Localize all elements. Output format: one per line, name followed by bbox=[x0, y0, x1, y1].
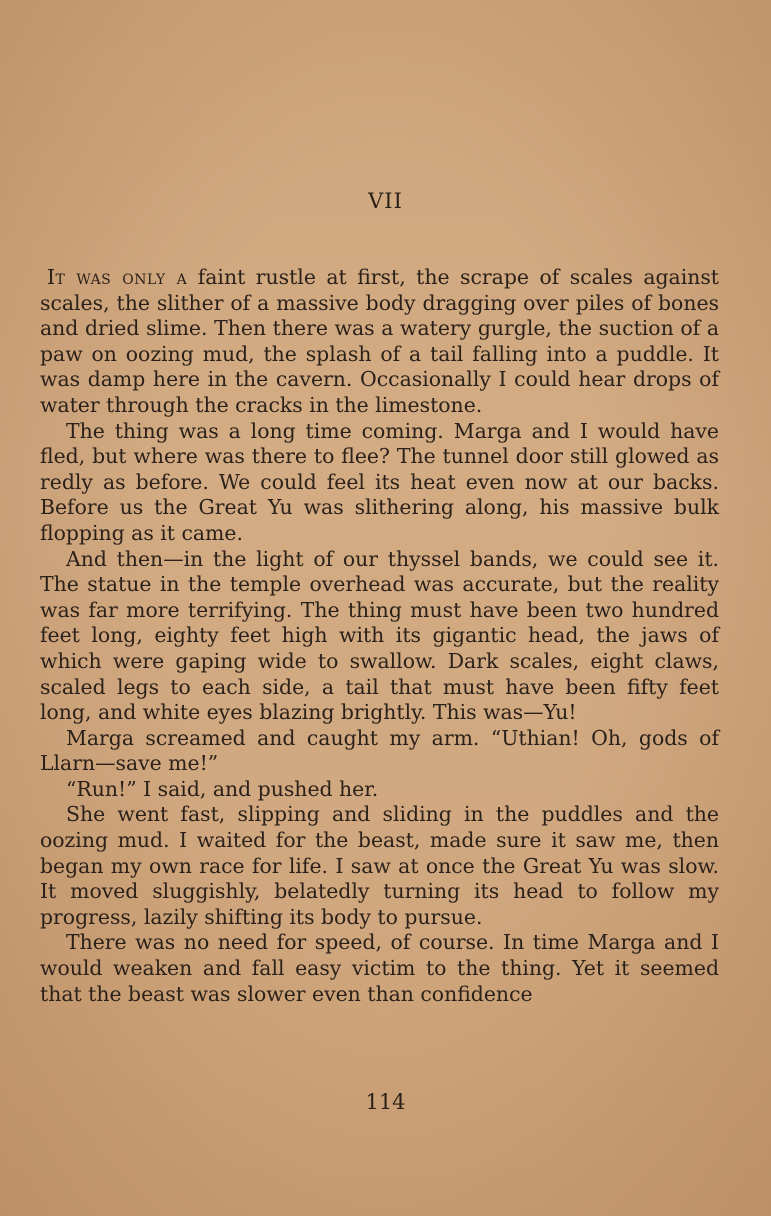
paragraph-3: And then—in the light of our thyssel bands, we could see it. The statue in the temple overhead was accurate, but the reality was far more terrifying. The thing must have been two hundred feet long, eighty feet high with its gigantic head, the jaws of which were gaping wide to swallow. Dark scales, eight claws, scaled legs to each side, a tail that must have been fifty feet long, and white eyes blazing brightly. This was—Yu! bbox=[40, 546, 719, 725]
paragraph-4: Marga screamed and caught my arm. “Uthian! Oh, gods of Llarn—save me!” bbox=[40, 725, 719, 776]
paragraph-1-text: faint rustle at first, the scrape of scales against scales, the slither of a massive body dragging over piles of bones and dried slime. Then there was a watery gurgle, the suction of a paw on oozing mud, the splash of a tail falling into a puddle. It was damp here in the cavern. Occasionally I could hear drops of water through the cracks in the limestone. bbox=[40, 265, 720, 417]
paragraph-1 bbox=[40, 265, 719, 419]
paragraph-5: “Run!” I said, and pushed her. bbox=[66, 776, 379, 801]
chapter-heading: VII bbox=[368, 189, 403, 213]
page-number: 114 bbox=[365, 1090, 406, 1114]
body-text bbox=[40, 265, 719, 1007]
paragraph-7: There was no need for speed, of course. In time Marga and I would weaken and fall easy victim to the thing. Yet it seemed that the beast was slower even than confidence bbox=[40, 930, 719, 1006]
paragraph-6: She went fast, slipping and sliding in the puddles and the oozing mud. I waited for the beast, made sure it saw me, then began my own race for life. I saw at once the Great Yu was slow. It moved sluggishly, belatedly turning its head to follow my progress, lazily shifting its body to pursue. bbox=[40, 802, 719, 929]
opening-smallcaps: It was only a bbox=[47, 265, 188, 289]
paragraph-2: The thing was a long time coming. Marga and I would have fled, but where was there to flee? The tunnel door still glowed as redly as before. We could feel its heat even now at our backs. Before us the Great Yu was slithering along, his massive bulk flopping as it came. bbox=[40, 418, 719, 545]
